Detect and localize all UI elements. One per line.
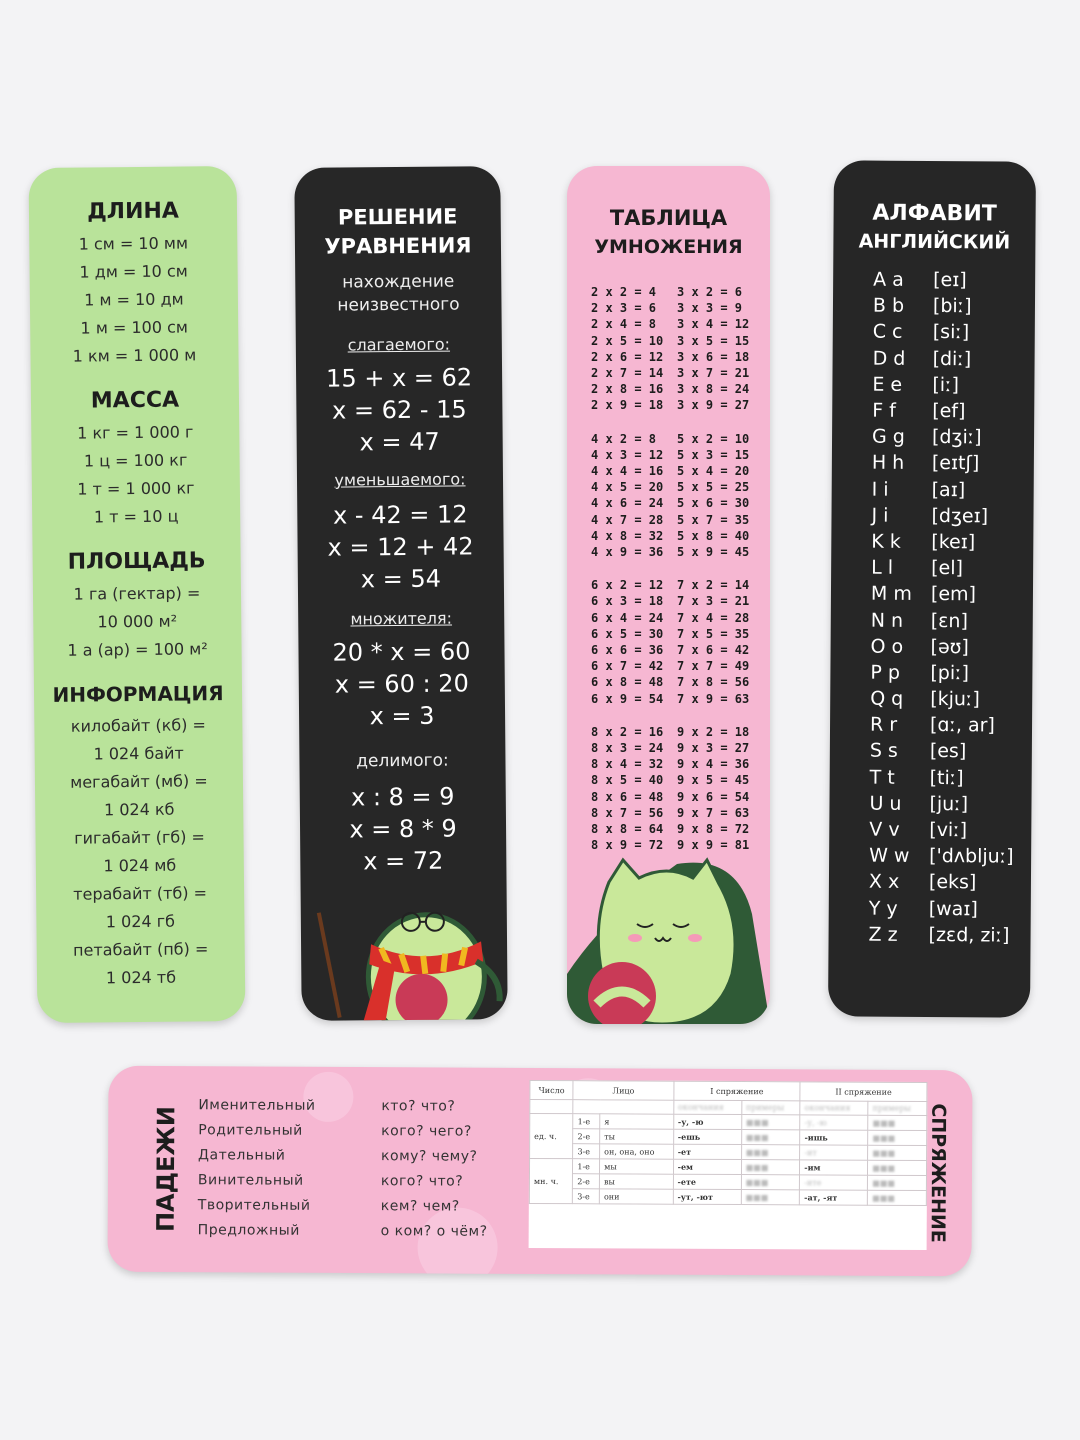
info-line: килобайт (кб) = bbox=[70, 715, 206, 736]
alphabet-letter: M m bbox=[870, 582, 912, 606]
alphabet-letter: O o bbox=[870, 635, 904, 658]
equation-line: x = 62 - 15 bbox=[331, 395, 467, 425]
multiplication-fact: 2 x 8 = 16 bbox=[591, 382, 664, 397]
alphabet-row bbox=[872, 450, 1017, 477]
multiplication-fact: 3 x 2 = 6 bbox=[677, 285, 743, 299]
case-name: Предложный bbox=[197, 1222, 300, 1239]
alphabet-letter: G g bbox=[871, 425, 905, 449]
multiplication-fact: 5 x 8 = 40 bbox=[677, 528, 750, 543]
multiplication-fact: 5 x 6 = 30 bbox=[677, 496, 750, 511]
multiplication-fact: 9 x 5 = 45 bbox=[677, 773, 750, 788]
alphabet-letter: X x bbox=[868, 870, 900, 894]
alphabet-pronunciation: [diː] bbox=[932, 347, 972, 370]
alphabet-pronunciation: [kjuː] bbox=[930, 688, 980, 711]
info-line: петабайт (пб) = bbox=[73, 939, 209, 960]
multiplication-fact: 2 x 7 = 14 bbox=[591, 366, 664, 381]
multiplication-fact: 2 x 9 = 18 bbox=[591, 398, 664, 413]
info-line: мегабайт (мб) = bbox=[70, 771, 208, 792]
alphabet-row bbox=[869, 790, 1014, 817]
cases-title: ПАДЕЖИ bbox=[151, 1106, 181, 1233]
info-line: терабайт (тб) = bbox=[73, 883, 208, 904]
equation-line: 15 + x = 62 bbox=[325, 363, 473, 393]
equation-line: x = 54 bbox=[360, 564, 442, 594]
pronoun-cell: ты bbox=[600, 1129, 674, 1144]
equations-bookmark bbox=[294, 166, 507, 1021]
multiplication-fact: 4 x 5 = 20 bbox=[591, 480, 664, 495]
ending-cell: -ешь bbox=[673, 1129, 741, 1144]
alphabet-row bbox=[869, 869, 1014, 896]
alphabet-pronunciation: [keɪ] bbox=[931, 530, 976, 554]
multiplication-fact: 4 x 4 = 16 bbox=[591, 464, 664, 479]
multiplication-fact: 7 x 4 = 28 bbox=[677, 610, 750, 625]
person-cell: 2-е bbox=[573, 1129, 600, 1144]
equation-line: x = 12 + 42 bbox=[327, 532, 474, 562]
multiplication-fact: 5 x 4 = 20 bbox=[677, 464, 750, 479]
pronoun-cell: вы bbox=[600, 1174, 674, 1189]
equations-subtitle-2: неизвестного bbox=[337, 294, 460, 316]
equation-line: x = 60 : 20 bbox=[334, 669, 469, 699]
case-question: кто? что? bbox=[381, 1098, 456, 1115]
multiplication-fact: 8 x 8 = 64 bbox=[591, 822, 664, 837]
multiplication-fact: 8 x 3 = 24 bbox=[591, 741, 664, 756]
multiplication-group bbox=[677, 577, 749, 707]
alphabet-letter: J i bbox=[871, 504, 889, 527]
alphabet-letter: U u bbox=[869, 792, 902, 815]
avocado-cat-illustration bbox=[567, 854, 770, 1024]
multiplication-fact: 3 x 6 = 18 bbox=[677, 349, 750, 364]
multiplication-bookmark bbox=[567, 166, 770, 1024]
alphabet-letter: C c bbox=[872, 321, 903, 344]
multiplication-fact: 8 x 4 = 32 bbox=[591, 757, 664, 772]
alphabet-row bbox=[870, 738, 1015, 765]
equations-title-1: РЕШЕНИЕ bbox=[337, 204, 458, 230]
alphabet-letter: W w bbox=[869, 844, 910, 868]
alphabet-letter: F f bbox=[872, 399, 896, 422]
alphabet-row bbox=[872, 371, 1017, 398]
person-cell: 3-е bbox=[573, 1189, 600, 1204]
person-cell: 3-е bbox=[573, 1144, 600, 1159]
info-line: 1 024 гб bbox=[105, 911, 176, 932]
alphabet-row bbox=[871, 607, 1016, 634]
alphabet-letter: T t bbox=[869, 766, 895, 789]
equation-line: x = 8 * 9 bbox=[349, 814, 457, 844]
multiplication-fact: 4 x 8 = 32 bbox=[591, 528, 664, 543]
mass-line: 1 т = 10 ц bbox=[93, 506, 179, 527]
case-question: кому? чему? bbox=[381, 1148, 478, 1165]
info-line: 1 024 тб bbox=[105, 967, 177, 988]
multiplication-fact: 5 x 9 = 45 bbox=[677, 545, 750, 560]
alphabet-bookmark bbox=[828, 160, 1036, 1017]
ending-cell: -ете bbox=[673, 1174, 741, 1189]
alphabet-row bbox=[871, 555, 1016, 582]
conjugation-table: Число Лицо I спряжение II спряжение окончания примеры окончания примеры ед. ч. 1-е я -у, -ю ■■■ -у, -ю ■■■ 2-е ты -ешь ■■■ -ишь ■■■ 3-е он, она, оно -ет ■■■ -ит ■■■ мн. ч. 1-е мы -ем ■■■ -им ■■■ 2-е вы -ете ■■■ -ите ■■■ 3-е они -ут, -ют ■■■ -ат, -ят ■■■ bbox=[529, 1080, 928, 1206]
multiplication-fact: 6 x 4 = 24 bbox=[591, 610, 664, 625]
multiplication-fact: 9 x 2 = 18 bbox=[677, 724, 750, 739]
alphabet-letter: H h bbox=[871, 451, 905, 475]
alphabet-list bbox=[868, 267, 1017, 949]
multiplication-fact: 6 x 5 = 30 bbox=[591, 626, 664, 641]
multiplication-fact: 2 x 6 = 12 bbox=[591, 349, 664, 364]
area-title: ПЛОЩАДЬ bbox=[67, 548, 206, 575]
length-line: 1 м = 10 дм bbox=[84, 289, 184, 310]
multiplication-fact: 2 x 4 = 8 bbox=[591, 317, 657, 332]
equation-line: x = 47 bbox=[359, 427, 440, 457]
multiplication-fact: 4 x 7 = 28 bbox=[591, 512, 664, 527]
alphabet-pronunciation: [iː] bbox=[932, 373, 960, 397]
alphabet-row bbox=[871, 633, 1016, 660]
alphabet-pronunciation: [eɪtʃ] bbox=[931, 452, 980, 475]
alphabet-pronunciation: [el] bbox=[931, 557, 964, 580]
avocado-scarf-illustration bbox=[311, 881, 508, 1021]
multiplication-fact: 4 x 2 = 8 bbox=[591, 431, 657, 446]
ending-cell: -у, -ю bbox=[673, 1114, 741, 1129]
ending-cell: -ут, -ют bbox=[673, 1189, 741, 1204]
multiplication-column-left bbox=[591, 284, 663, 871]
multiplication-fact: 9 x 4 = 36 bbox=[677, 757, 750, 772]
multiplication-fact: 3 x 5 = 15 bbox=[677, 333, 750, 348]
alphabet-pronunciation: [juː] bbox=[929, 792, 969, 816]
multiplication-fact: 7 x 3 = 21 bbox=[677, 594, 750, 609]
alphabet-row bbox=[873, 267, 1018, 294]
alphabet-pronunciation: [ɑː, ar] bbox=[929, 714, 995, 737]
alphabet-pronunciation: [viː] bbox=[929, 819, 968, 842]
multiplication-fact: 2 x 5 = 10 bbox=[591, 333, 664, 348]
ending-cell: -ем bbox=[673, 1159, 741, 1174]
alphabet-pronunciation: [eks] bbox=[928, 871, 977, 894]
multiplication-group bbox=[677, 431, 749, 561]
case-name: Винительный bbox=[197, 1172, 304, 1189]
mass-line: 1 т = 1 000 кг bbox=[77, 478, 195, 499]
subheader: окончания bbox=[673, 1100, 741, 1114]
col-number: Число bbox=[530, 1080, 573, 1099]
multiplication-fact: 4 x 6 = 24 bbox=[591, 496, 664, 511]
equations-title-2: УРАВНЕНИЯ bbox=[324, 233, 472, 259]
pronoun-cell: мы bbox=[600, 1159, 674, 1174]
alphabet-pronunciation: [dʒiː] bbox=[931, 426, 982, 449]
multiplication-fact: 4 x 3 = 12 bbox=[591, 447, 664, 462]
alphabet-pronunciation: [em] bbox=[930, 583, 977, 606]
multiplication-fact: 8 x 7 = 56 bbox=[591, 805, 664, 820]
multiplication-fact: 9 x 8 = 72 bbox=[677, 822, 750, 837]
multiplication-fact: 9 x 6 = 54 bbox=[677, 789, 750, 804]
multiplication-fact: 7 x 9 = 63 bbox=[677, 691, 750, 706]
info-line: гигабайт (гб) = bbox=[74, 827, 206, 848]
multiplication-fact: 3 x 8 = 24 bbox=[677, 382, 750, 397]
singular-label: ед. ч. bbox=[530, 1113, 574, 1158]
multiplication-fact: 9 x 9 = 81 bbox=[677, 838, 750, 853]
alphabet-row bbox=[870, 712, 1015, 739]
case-name: Родительный bbox=[198, 1122, 303, 1139]
pronoun-cell: он, она, оно bbox=[600, 1144, 674, 1159]
alphabet-title-2: АНГЛИЙСКИЙ bbox=[858, 230, 1011, 254]
alphabet-row bbox=[873, 345, 1018, 372]
cases-bookmark bbox=[107, 1066, 972, 1277]
multiplication-fact: 7 x 8 = 56 bbox=[677, 675, 750, 690]
multiplication-fact: 6 x 9 = 54 bbox=[591, 691, 664, 706]
units-bookmark bbox=[29, 166, 246, 1023]
info-line: 1 024 байт bbox=[93, 743, 184, 764]
info-line: 1 024 мб bbox=[103, 855, 177, 876]
alphabet-letter: K k bbox=[871, 530, 901, 553]
alphabet-letter: E e bbox=[872, 373, 903, 396]
info-title: ИНФОРМАЦИЯ bbox=[52, 681, 224, 707]
equation-line: x : 8 = 9 bbox=[350, 782, 455, 812]
alphabet-row bbox=[869, 817, 1014, 844]
alphabet-row bbox=[869, 895, 1014, 922]
alphabet-letter: Q q bbox=[870, 687, 904, 710]
mass-line: 1 кг = 1 000 г bbox=[77, 422, 194, 443]
multiplication-fact: 2 x 2 = 4 bbox=[591, 285, 657, 299]
multiplication-fact: 5 x 7 = 35 bbox=[677, 512, 750, 527]
person-cell: 1-е bbox=[573, 1159, 600, 1174]
ending-cell: -ите bbox=[800, 1175, 868, 1190]
col-conj-2: II спряжение bbox=[800, 1082, 927, 1102]
alphabet-pronunciation: [waɪ] bbox=[928, 897, 978, 920]
area-line: 1 га (гектар) = bbox=[73, 583, 201, 604]
subheader: окончания bbox=[800, 1101, 868, 1115]
alphabet-pronunciation: [ɛn] bbox=[930, 609, 968, 632]
multiplication-title-1: ТАБЛИЦА bbox=[609, 206, 728, 230]
case-question: кого? что? bbox=[380, 1173, 464, 1190]
multiplication-fact: 7 x 2 = 14 bbox=[677, 578, 750, 593]
multiplication-fact: 8 x 9 = 72 bbox=[591, 838, 664, 853]
alphabet-row bbox=[868, 921, 1013, 948]
ending-cell: -ишь bbox=[800, 1130, 868, 1145]
area-line: 10 000 м² bbox=[97, 611, 178, 632]
conjugation-title: СПРЯЖЕНИЕ bbox=[926, 1103, 950, 1243]
alphabet-pronunciation: [əʊ] bbox=[930, 635, 969, 658]
ending-cell: -ит bbox=[800, 1145, 868, 1160]
conjugation-table-wrap bbox=[529, 1080, 928, 1250]
alphabet-letter: A a bbox=[873, 268, 904, 291]
case-names bbox=[198, 1093, 316, 1244]
multiplication-fact: 5 x 2 = 10 bbox=[677, 431, 750, 446]
multiplication-fact: 6 x 7 = 42 bbox=[591, 659, 664, 674]
multiplication-group bbox=[591, 724, 663, 854]
alphabet-letter: S s bbox=[869, 740, 898, 763]
equation-label: уменьшаемого: bbox=[334, 469, 466, 490]
ending-cell: -им bbox=[800, 1160, 868, 1175]
alphabet-row bbox=[871, 528, 1016, 555]
subheader: примеры bbox=[868, 1101, 927, 1115]
case-name: Творительный bbox=[197, 1197, 311, 1214]
equation-line: x - 42 = 12 bbox=[332, 500, 468, 530]
ending-cell: -ет bbox=[673, 1144, 741, 1159]
multiplication-fact: 8 x 6 = 48 bbox=[591, 789, 664, 804]
alphabet-title-1: АЛФАВИТ bbox=[872, 200, 997, 227]
alphabet-row bbox=[871, 581, 1016, 608]
alphabet-pronunciation: [siː] bbox=[932, 321, 970, 344]
plural-label: мн. ч. bbox=[529, 1158, 573, 1203]
multiplication-fact: 7 x 7 = 49 bbox=[677, 659, 750, 674]
alphabet-row bbox=[870, 686, 1015, 713]
alphabet-row bbox=[872, 398, 1017, 425]
case-question: кого? чего? bbox=[381, 1123, 472, 1140]
multiplication-fact: 6 x 6 = 36 bbox=[591, 643, 664, 658]
multiplication-column-right bbox=[677, 284, 749, 871]
alphabet-row bbox=[872, 476, 1017, 503]
alphabet-pronunciation: [aɪ] bbox=[931, 478, 966, 501]
alphabet-letter: N n bbox=[870, 609, 904, 632]
equation-label: множителя: bbox=[350, 608, 453, 629]
multiplication-fact: 6 x 2 = 12 bbox=[591, 578, 664, 593]
equation-label: слагаемого: bbox=[347, 334, 451, 355]
multiplication-fact: 6 x 3 = 18 bbox=[591, 594, 664, 609]
col-person: Лицо bbox=[573, 1081, 673, 1101]
alphabet-row bbox=[870, 659, 1015, 686]
multiplication-fact: 3 x 3 = 9 bbox=[677, 301, 743, 316]
ending-cell: -у, -ю bbox=[800, 1115, 868, 1130]
alphabet-letter: P p bbox=[870, 661, 901, 684]
case-name: Именительный bbox=[198, 1097, 316, 1114]
multiplication-fact: 7 x 5 = 35 bbox=[677, 626, 750, 641]
multiplication-group bbox=[677, 284, 749, 414]
case-question: кем? чем? bbox=[380, 1198, 460, 1215]
person-cell: 1-е bbox=[573, 1114, 600, 1129]
person-cell: 2-е bbox=[573, 1174, 600, 1189]
alphabet-letter: R r bbox=[869, 713, 898, 737]
case-question: о ком? о чём? bbox=[380, 1223, 488, 1240]
multiplication-fact: 6 x 8 = 48 bbox=[591, 675, 664, 690]
equation-line: 20 * x = 60 bbox=[332, 637, 471, 667]
alphabet-row bbox=[869, 843, 1014, 870]
multiplication-fact: 3 x 9 = 27 bbox=[677, 398, 750, 413]
alphabet-row bbox=[870, 764, 1015, 791]
alphabet-pronunciation: [biː] bbox=[932, 295, 972, 318]
multiplication-fact: 5 x 5 = 25 bbox=[677, 480, 750, 495]
alphabet-pronunciation: [es] bbox=[929, 740, 967, 763]
alphabet-pronunciation: [piː] bbox=[930, 661, 970, 685]
case-questions bbox=[381, 1094, 489, 1245]
equation-line: x = 3 bbox=[369, 701, 435, 731]
alphabet-pronunciation: [eɪ] bbox=[933, 269, 967, 292]
alphabet-letter: Z z bbox=[868, 923, 898, 946]
multiplication-fact: 4 x 9 = 36 bbox=[591, 545, 664, 560]
multiplication-fact: 9 x 7 = 63 bbox=[677, 805, 750, 820]
multiplication-fact: 5 x 3 = 15 bbox=[677, 447, 750, 462]
length-line: 1 м = 100 см bbox=[80, 317, 189, 338]
alphabet-pronunciation: [zɛd, ziː] bbox=[928, 923, 1010, 947]
alphabet-letter: D d bbox=[872, 347, 906, 370]
info-line: 1 024 кб bbox=[103, 799, 175, 820]
alphabet-letter: Y y bbox=[868, 897, 898, 920]
mass-title: МАССА bbox=[90, 387, 180, 414]
multiplication-fact: 8 x 2 = 16 bbox=[591, 724, 664, 739]
alphabet-row bbox=[871, 502, 1016, 529]
multiplication-group bbox=[591, 284, 663, 414]
equation-label: делимого: bbox=[356, 750, 449, 772]
alphabet-pronunciation: [dʒeɪ] bbox=[931, 504, 989, 528]
multiplication-group bbox=[591, 431, 663, 561]
alphabet-pronunciation: [tiː] bbox=[929, 766, 964, 789]
multiplication-fact: 7 x 6 = 42 bbox=[677, 643, 750, 658]
alphabet-letter: V v bbox=[869, 818, 900, 841]
multiplication-group bbox=[591, 577, 663, 707]
length-line: 1 см = 10 мм bbox=[78, 233, 189, 254]
multiplication-title-2: УМНОЖЕНИЯ bbox=[594, 236, 743, 258]
multiplication-fact: 9 x 3 = 27 bbox=[677, 741, 750, 756]
alphabet-pronunciation: ['dʌbljuː] bbox=[929, 845, 1014, 868]
alphabet-letter: L l bbox=[871, 556, 894, 579]
pronoun-cell: я bbox=[600, 1114, 674, 1129]
subheader: примеры bbox=[741, 1101, 800, 1115]
alphabet-letter: B b bbox=[872, 294, 905, 318]
pronoun-cell: они bbox=[599, 1189, 673, 1204]
area-line: 1 а (ар) = 100 м² bbox=[67, 639, 208, 660]
multiplication-fact: 3 x 4 = 12 bbox=[677, 317, 750, 332]
multiplication-fact: 8 x 5 = 40 bbox=[591, 773, 664, 788]
length-title: ДЛИНА bbox=[87, 198, 179, 225]
multiplication-fact: 2 x 3 = 6 bbox=[591, 301, 657, 316]
mass-line: 1 ц = 100 кг bbox=[83, 450, 188, 471]
length-line: 1 дм = 10 см bbox=[79, 261, 188, 282]
ending-cell: -ат, -ят bbox=[800, 1190, 868, 1205]
multiplication-fact: 3 x 7 = 21 bbox=[677, 366, 750, 381]
col-conj-1: I спряжение bbox=[673, 1081, 800, 1101]
alphabet-pronunciation: [ef] bbox=[932, 400, 966, 423]
alphabet-row bbox=[873, 293, 1018, 320]
equations-subtitle-1: нахождение bbox=[342, 271, 455, 293]
multiplication-group bbox=[677, 724, 749, 854]
alphabet-row bbox=[872, 424, 1017, 451]
equation-line: x = 72 bbox=[363, 846, 444, 876]
length-line: 1 км = 1 000 м bbox=[72, 345, 197, 366]
alphabet-row bbox=[873, 319, 1018, 346]
case-name: Дательный bbox=[198, 1147, 286, 1164]
alphabet-letter: I i bbox=[871, 478, 889, 501]
